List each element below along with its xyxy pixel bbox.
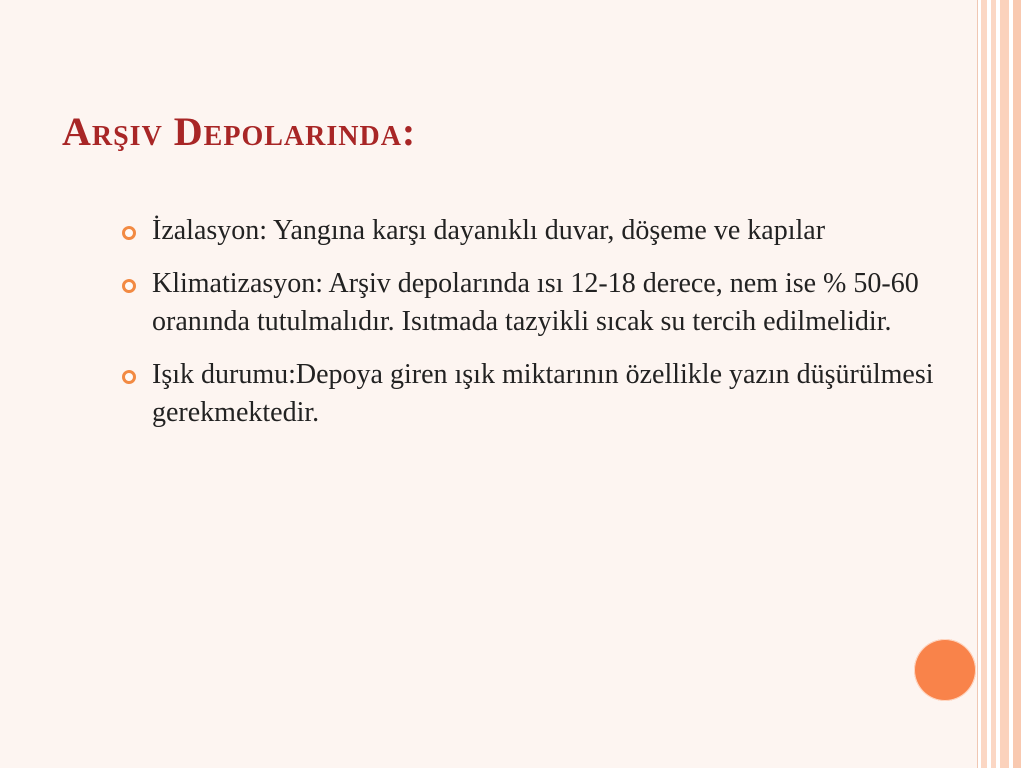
decorative-stripe	[981, 0, 987, 768]
bullet-text: Işık durumu:Depoya giren ışık miktarının özellikle yazın düşürülmesi gerekmektedir.	[152, 359, 934, 428]
bullet-item-lighting	[118, 356, 970, 432]
bullet-text: İzalasyon: Yangına karşı dayanıklı duvar, döşeme ve kapılar	[152, 215, 826, 246]
bullet-list	[118, 212, 970, 447]
decorative-stripe	[1000, 0, 1009, 768]
decorative-stripe	[1013, 0, 1021, 768]
decorative-circle	[914, 639, 976, 701]
bullet-text: Klimatizasyon: Arşiv depolarında ısı 12-18 derece, nem ise % 50-60 oranında tutulmalıdır. Isıtmada tazyikli sıcak su tercih edilmelidir.	[152, 268, 919, 337]
slide-title: Arşiv Depolarında:	[62, 109, 417, 154]
decorative-stripe	[991, 0, 996, 768]
bullet-item-climate	[118, 265, 970, 341]
circle-bullet-icon	[122, 279, 136, 293]
circle-bullet-icon	[122, 226, 136, 240]
circle-bullet-icon	[122, 370, 136, 384]
bullet-item-insulation	[118, 212, 970, 250]
